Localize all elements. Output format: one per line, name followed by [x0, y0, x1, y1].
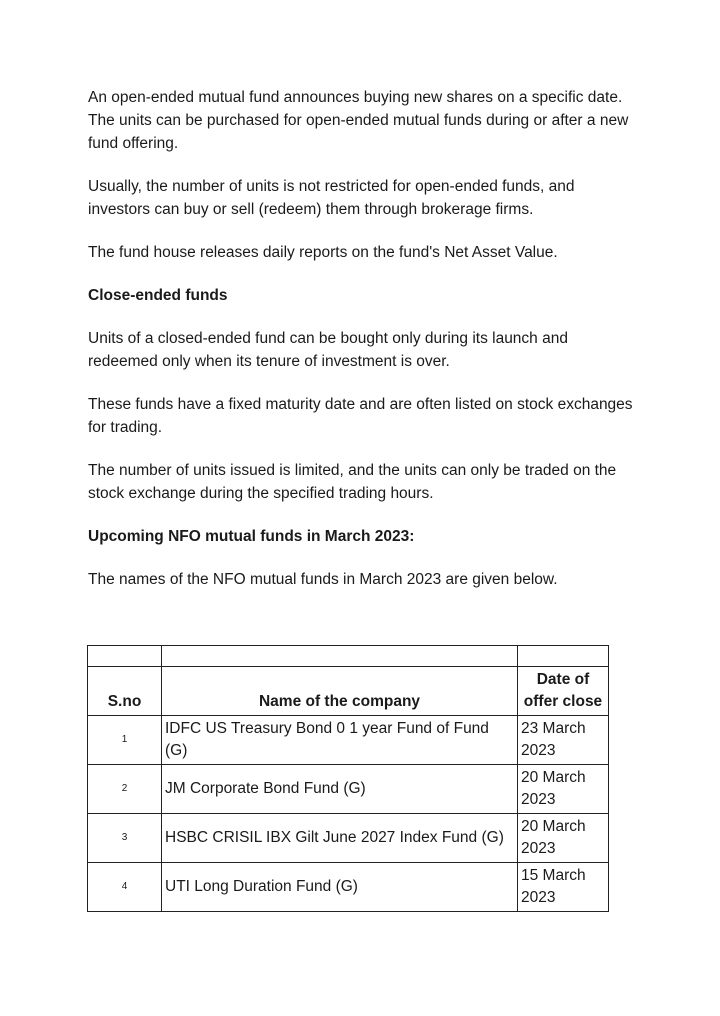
row-sno: 1	[88, 716, 162, 765]
row-offer-close-date: 20 March 2023	[518, 814, 609, 863]
header-sno: S.no	[88, 667, 162, 716]
row-company-name: HSBC CRISIL IBX Gilt June 2027 Index Fund (G)	[162, 814, 518, 863]
table-blank-row	[88, 646, 609, 667]
header-offer-close-date: Date of offer close	[518, 667, 609, 716]
header-company-name: Name of the company	[162, 667, 518, 716]
blank-cell	[518, 646, 609, 667]
nfo-funds-table	[87, 645, 609, 912]
close-ended-paragraph-3: The number of units issued is limited, and the units can only be traded on the stock exchange during the specified trading hours.	[88, 462, 617, 502]
blank-cell	[162, 646, 518, 667]
close-ended-paragraph-2: These funds have a fixed maturity date and are often listed on stock exchanges for trading.	[88, 396, 633, 436]
row-company-name: IDFC US Treasury Bond 0 1 year Fund of Fund (G)	[162, 716, 518, 765]
nfo-table-container	[87, 645, 609, 912]
nfo-heading: Upcoming NFO mutual funds in March 2023:	[88, 528, 415, 545]
table-header-row	[88, 667, 609, 716]
row-sno: 4	[88, 863, 162, 912]
intro-paragraph-3: The fund house releases daily reports on the fund's Net Asset Value.	[88, 244, 558, 261]
close-ended-paragraph-1: Units of a closed-ended fund can be bought only during its launch and redeemed only when its tenure of investment is over.	[88, 330, 568, 370]
row-offer-close-date: 23 March 2023	[518, 716, 609, 765]
row-sno: 3	[88, 814, 162, 863]
row-offer-close-date: 15 March 2023	[518, 863, 609, 912]
close-ended-heading: Close-ended funds	[88, 287, 228, 304]
nfo-intro-paragraph: The names of the NFO mutual funds in March 2023 are given below.	[88, 571, 558, 588]
intro-paragraph-2: Usually, the number of units is not restricted for open-ended funds, and investors can buy or sell (redeem) them through brokerage firms.	[88, 178, 575, 218]
document-body	[88, 86, 638, 611]
row-offer-close-date: 20 March 2023	[518, 765, 609, 814]
row-company-name: UTI Long Duration Fund (G)	[162, 863, 518, 912]
table-row	[88, 814, 609, 863]
blank-cell	[88, 646, 162, 667]
table-row	[88, 863, 609, 912]
table-row	[88, 765, 609, 814]
table-row	[88, 716, 609, 765]
row-sno: 2	[88, 765, 162, 814]
intro-paragraph-1: An open-ended mutual fund announces buying new shares on a specific date. The units can be purchased for open-ended mutual funds during or after a new fund offering.	[88, 89, 629, 152]
row-company-name: JM Corporate Bond Fund (G)	[162, 765, 518, 814]
